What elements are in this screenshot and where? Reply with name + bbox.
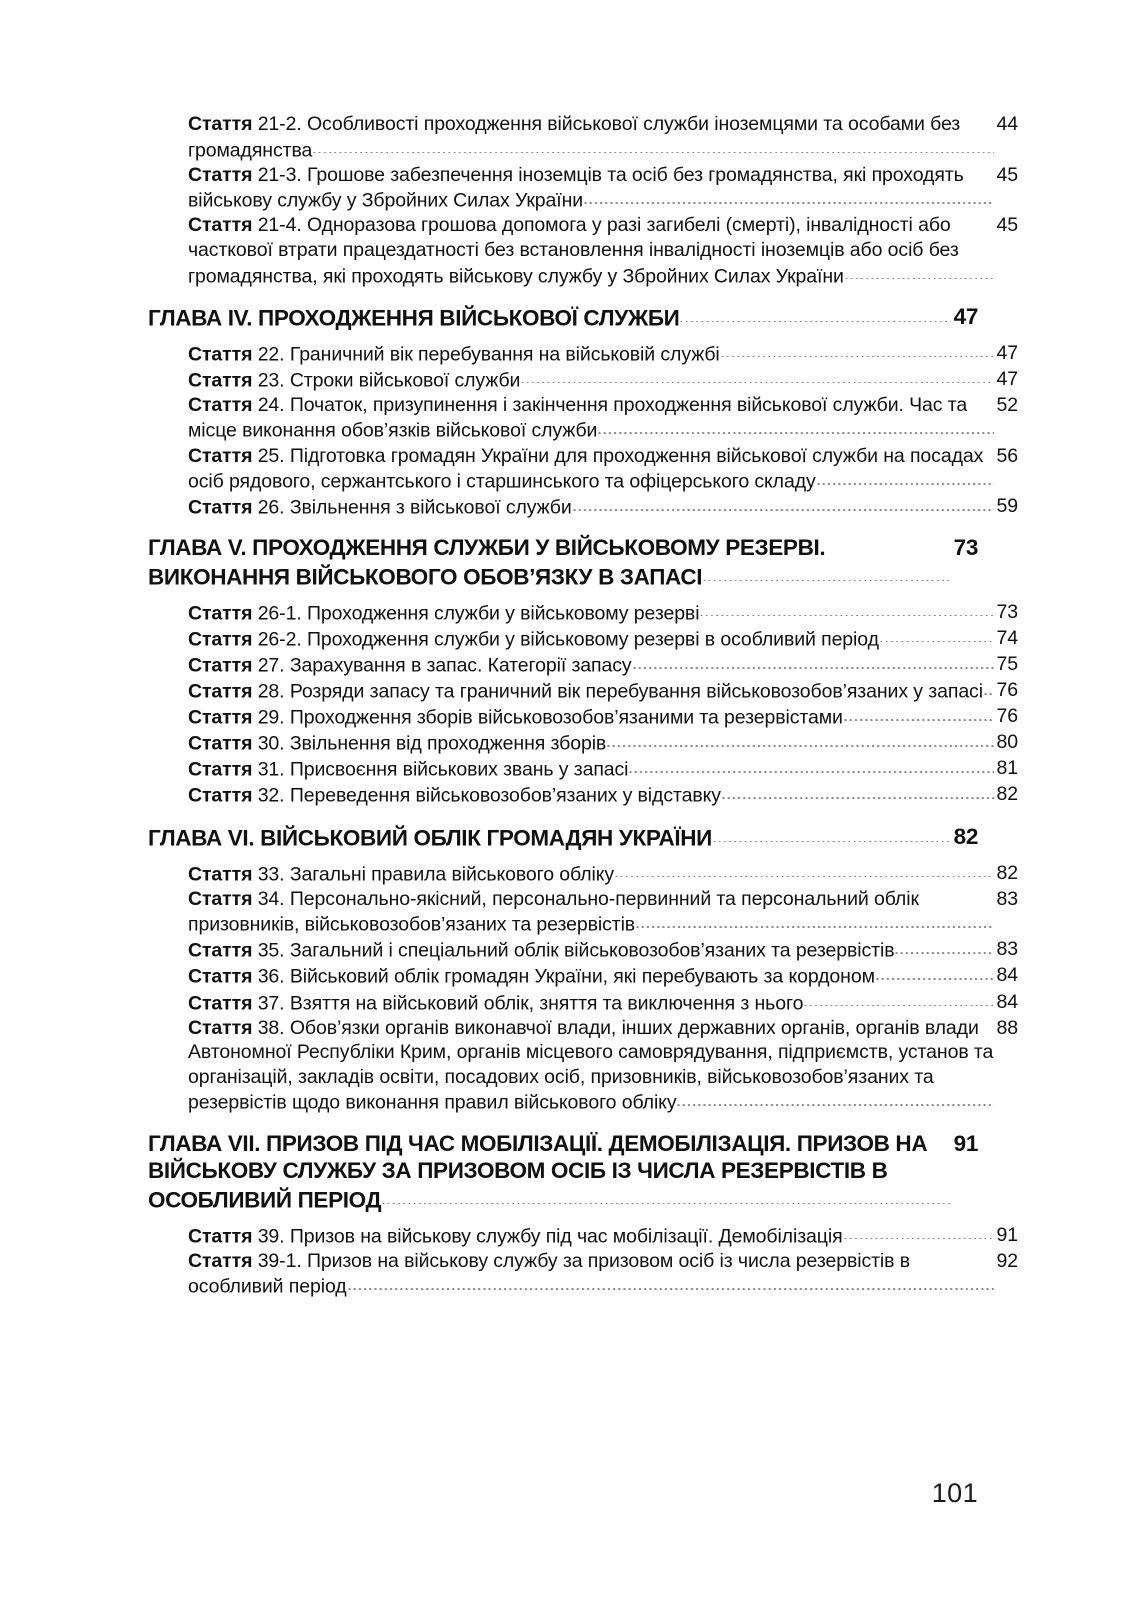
toc-entry-page-number: 82 <box>996 783 1018 806</box>
toc-article-entry[interactable] <box>188 367 1018 393</box>
toc-leader-dots <box>700 600 993 620</box>
toc-entry-title: Переведення військовозобов’язаних у відставку <box>289 784 721 807</box>
toc-leader-dots <box>713 823 951 846</box>
toc-entry-label: Стаття <box>188 654 253 677</box>
toc-entry-label: Стаття <box>188 343 253 366</box>
toc-entry-title: Взяття на військовий облік, зняття та виключення з нього <box>289 992 804 1015</box>
toc-leader-dots <box>844 1223 994 1243</box>
toc-article-entry[interactable] <box>188 444 1018 495</box>
toc-entry-label: Стаття <box>188 758 253 781</box>
toc-entry-title: Проходження зборів військовозобов’язаними та резервістами <box>289 706 843 729</box>
toc-entry-label: Стаття <box>188 887 253 910</box>
toc-leader-dots <box>721 341 994 361</box>
toc-entry-page-number: 44 <box>996 113 1018 135</box>
toc-entry-label: Стаття <box>188 939 253 962</box>
toc-entry-title: Призов на військову службу під час мобілізації. Демобілізація <box>289 1225 843 1247</box>
page-folio: 101 <box>931 1478 978 1508</box>
toc-chapter-entry[interactable] <box>148 534 978 591</box>
toc-entry-number: 22. <box>257 343 285 366</box>
toc-entry-number: 21-4. <box>257 214 302 237</box>
toc-entry-number: 26-2. <box>257 628 302 651</box>
toc-entry-page-number: 84 <box>996 990 1018 1013</box>
toc-article-entry[interactable] <box>188 341 1018 367</box>
toc-entry-title: Грошове забезпечення іноземців та осіб без громадянства, які проходять військову службу у Збройних Силах України <box>188 163 964 212</box>
toc-article-entry[interactable] <box>188 626 1018 652</box>
toc-entry-number: 39-1. <box>257 1249 302 1272</box>
toc-leader-dots <box>382 1185 950 1208</box>
toc-entry-page-number: 59 <box>996 495 1018 518</box>
toc-article-entry[interactable] <box>188 861 1018 887</box>
toc-entry-label: Стаття <box>188 706 253 729</box>
toc-article-entry[interactable] <box>188 213 1018 288</box>
toc-article-entry[interactable] <box>188 990 1018 1016</box>
toc-entry-page-number: 92 <box>996 1249 1018 1272</box>
toc-entry-label: Стаття <box>188 1225 253 1247</box>
toc-leader-dots <box>573 494 994 514</box>
toc-leader-dots <box>895 937 993 957</box>
toc-entry-label: Стаття <box>188 496 253 519</box>
toc-entry-title: Обов’язки органів виконавчої влади, інших державних органів, органів влади Автономної Республіки Крим, органів місцевого самоврядування, підприємств, установ та організацій, закладів освіти, посадових осіб, призовників, військовозобов’язаних та резервістів щодо виконання правил військового обліку <box>188 1016 994 1114</box>
toc-entry-page-number: 73 <box>953 535 978 561</box>
toc-entry-label: Стаття <box>188 602 253 625</box>
toc-entry-number: 24. <box>257 393 285 416</box>
toc-entry-number: 29. <box>257 706 285 729</box>
toc-entry-title: ГЛАВА IV. ПРОХОДЖЕННЯ ВІЙСЬКОВОЇ СЛУЖБИ <box>148 305 680 331</box>
toc-entry-title: ГЛАВА VII. ПРИЗОВ ПІД ЧАС МОБІЛІЗАЦІЇ. ДЕМОБІЛІЗАЦІЯ. ПРИЗОВ НА ВІЙСЬКОВУ СЛУЖБУ ЗА ПРИЗОВОМ ОСІБ ІЗ ЧИСЛА РЕЗЕРВІСТІВ В ОСОБЛИВИЙ ПЕРІОД <box>148 1130 928 1212</box>
toc-entry-label: Стаття <box>188 1249 253 1272</box>
toc-entry-title: Військовий облік громадян України, які перебувають за кордоном <box>289 965 875 988</box>
toc-entry-number: 32. <box>257 784 285 807</box>
toc-entry-page-number: 82 <box>996 861 1018 884</box>
toc-entry-label: Стаття <box>188 784 253 807</box>
toc-entry-title: ГЛАВА V. ПРОХОДЖЕННЯ СЛУЖБИ У ВІЙСЬКОВОМУ РЕЗЕРВІ. ВИКОНАННЯ ВІЙСЬКОВОГО ОБОВ’ЯЗКУ В ЗАПАСІ <box>148 535 826 590</box>
toc-entry-number: 25. <box>257 444 285 467</box>
toc-chapter-entry[interactable] <box>148 1130 978 1214</box>
toc-entry-page-number: 83 <box>996 887 1018 910</box>
toc-article-entry[interactable] <box>188 782 1018 808</box>
toc-entry-title: ГЛАВА VI. ВІЙСЬКОВИЙ ОБЛІК ГРОМАДЯН УКРАЇНИ <box>148 825 713 851</box>
toc-entry-page-number: 45 <box>996 214 1018 237</box>
toc-entry-label: Стаття <box>188 1016 253 1039</box>
toc-entry-number: 27. <box>257 654 285 677</box>
toc-article-entry[interactable] <box>188 887 1018 938</box>
toc-entry-number: 35. <box>257 939 285 962</box>
toc-entry-title: Звільнення з військової служби <box>289 496 572 519</box>
toc-entry-number: 31. <box>257 758 285 781</box>
toc-article-entry[interactable] <box>188 494 1018 520</box>
toc-entry-title: Присвоєння військових звань у запасі <box>289 758 629 781</box>
toc-leader-dots <box>880 626 994 646</box>
toc-leader-dots <box>636 911 993 931</box>
toc-leader-dots <box>677 1089 993 1109</box>
toc-entry-number: 23. <box>257 369 285 392</box>
toc-leader-dots <box>876 963 994 983</box>
toc-leader-dots <box>722 782 994 802</box>
toc-entry-title: Проходження служби у військовому резерві в особливий період <box>306 628 879 651</box>
toc-chapter-entry[interactable] <box>148 303 978 332</box>
toc-article-entry[interactable] <box>188 652 1018 678</box>
toc-article-entry[interactable] <box>188 937 1018 963</box>
toc-leader-dots <box>584 187 993 207</box>
toc-entry-number: 21-3. <box>257 163 302 186</box>
toc-leader-dots <box>521 367 993 387</box>
toc-entry-label: Стаття <box>188 965 253 988</box>
toc-leader-dots <box>313 137 993 157</box>
toc-entry-title: Початок, призупинення і закінчення проходження військової служби. Час та місце виконання обов’язків військової служби <box>188 393 968 442</box>
toc-entry-number: 36. <box>257 965 285 988</box>
toc-leader-dots <box>598 417 993 437</box>
toc-leader-dots <box>633 652 994 672</box>
toc-entry-page-number: 91 <box>953 1130 978 1156</box>
toc-entry-label: Стаття <box>188 628 253 651</box>
toc-entry-page-number: 88 <box>996 1016 1018 1039</box>
toc-entry-number: 37. <box>257 992 285 1015</box>
toc-entry-number: 34. <box>257 887 285 910</box>
toc-leader-dots <box>348 1273 994 1293</box>
toc-article-entry[interactable] <box>188 393 1018 444</box>
toc-entry-number: 26-1. <box>257 602 302 625</box>
toc-entry-page-number: 76 <box>996 705 1018 728</box>
toc-leader-dots <box>844 704 994 724</box>
toc-entry-page-number: 52 <box>996 393 1018 416</box>
toc-article-entry[interactable] <box>188 112 1018 163</box>
toc-entry-page-number: 47 <box>996 367 1018 390</box>
toc-entry-label: Стаття <box>188 369 253 392</box>
toc-entry-page-number: 56 <box>996 444 1018 467</box>
toc-article-entry[interactable] <box>188 163 1018 214</box>
toc-leader-dots <box>680 303 950 326</box>
toc-entry-page-number: 84 <box>996 964 1018 987</box>
toc-article-entry[interactable] <box>188 963 1018 989</box>
toc-entry-page-number: 80 <box>996 731 1018 754</box>
toc-leader-dots <box>615 861 993 881</box>
toc-entry-number: 26. <box>257 496 285 519</box>
toc-entry-page-number: 47 <box>953 303 978 329</box>
toc-entry-page-number: 45 <box>996 163 1018 186</box>
toc-entry-label: Стаття <box>188 863 253 886</box>
toc-entry-label: Стаття <box>188 992 253 1015</box>
toc-leader-dots <box>845 263 994 283</box>
toc-entry-number: 33. <box>257 863 285 886</box>
toc-entry-title: Загальний і спеціальний облік військовозобов’язаних та резервістів <box>289 939 895 962</box>
table-of-contents <box>148 112 1018 1299</box>
toc-entry-label: Стаття <box>188 680 253 703</box>
toc-entry-page-number: 81 <box>996 757 1018 780</box>
toc-entry-page-number: 73 <box>996 600 1018 623</box>
toc-entry-title: Призов на військову службу за призовом осіб із числа резервістів в особливий період <box>188 1249 910 1298</box>
toc-entry-title: Особливості проходження військової служби іноземцями та особами без громадянства <box>188 113 961 162</box>
toc-entry-label: Стаття <box>188 214 253 237</box>
toc-leader-dots <box>629 756 993 776</box>
toc-article-entry[interactable] <box>188 704 1018 730</box>
toc-entry-number: 38. <box>257 1016 285 1039</box>
toc-entry-title: Зарахування в запас. Категорії запасу <box>289 654 632 677</box>
toc-entry-number: 28. <box>257 680 285 703</box>
toc-article-entry[interactable] <box>188 600 1018 626</box>
toc-article-entry[interactable] <box>188 756 1018 782</box>
toc-entry-label: Стаття <box>188 732 253 755</box>
toc-entry-page-number: 76 <box>996 679 1018 702</box>
toc-entry-page-number: 75 <box>996 653 1018 675</box>
toc-entry-page-number: 91 <box>996 1223 1018 1246</box>
toc-article-entry[interactable] <box>188 1223 1018 1249</box>
toc-entry-title: Загальні правила військового обліку <box>289 863 615 886</box>
toc-article-entry[interactable] <box>188 1249 1018 1300</box>
toc-leader-dots <box>703 562 950 585</box>
toc-article-entry[interactable] <box>188 1016 1018 1116</box>
toc-leader-dots <box>817 468 994 488</box>
toc-entry-label: Стаття <box>188 444 253 467</box>
toc-leader-dots <box>804 990 993 1010</box>
toc-entry-label: Стаття <box>188 393 253 416</box>
toc-entry-page-number: 83 <box>996 938 1018 961</box>
toc-entry-page-number: 74 <box>996 626 1018 649</box>
toc-entry-title: Звільнення від проходження зборів <box>289 732 607 755</box>
toc-entry-title: Персонально-якісний, персонально-первинний та персональний облік призовників, військовозобов’язаних та резервістів <box>188 887 919 936</box>
toc-leader-dots <box>984 678 994 698</box>
toc-entry-page-number: 82 <box>953 823 978 849</box>
toc-entry-label: Стаття <box>188 163 253 186</box>
toc-entry-title: Одноразова грошова допомога у разі загибелі (смерті), інвалідності або часткової втрати працездатності без встановлення інвалідності іноземців або осіб без громадянства, які проходять військову службу у Збройних Силах України <box>188 214 959 288</box>
toc-entry-number: 21-2. <box>257 113 302 135</box>
toc-article-entry[interactable] <box>188 678 1018 704</box>
toc-entry-title: Проходження служби у військовому резерві <box>306 602 700 625</box>
toc-entry-label: Стаття <box>188 113 253 135</box>
toc-entry-title: Граничний вік перебування на військовій службі <box>289 343 720 366</box>
toc-entry-title: Розряди запасу та граничний вік перебування військовозобов’язаних у запасі <box>289 680 983 703</box>
toc-entry-title: Підготовка громадян України для проходження військової служби на посадах осіб рядового, сержантського і старшинського та офіцерського складу <box>188 444 984 493</box>
toc-leader-dots <box>607 730 993 750</box>
toc-entry-page-number: 47 <box>996 341 1018 364</box>
toc-entry-number: 30. <box>257 732 285 755</box>
toc-entry-number: 39. <box>257 1225 285 1247</box>
toc-article-entry[interactable] <box>188 730 1018 756</box>
toc-entry-title: Строки військової служби <box>289 369 521 392</box>
toc-chapter-entry[interactable] <box>148 823 978 852</box>
